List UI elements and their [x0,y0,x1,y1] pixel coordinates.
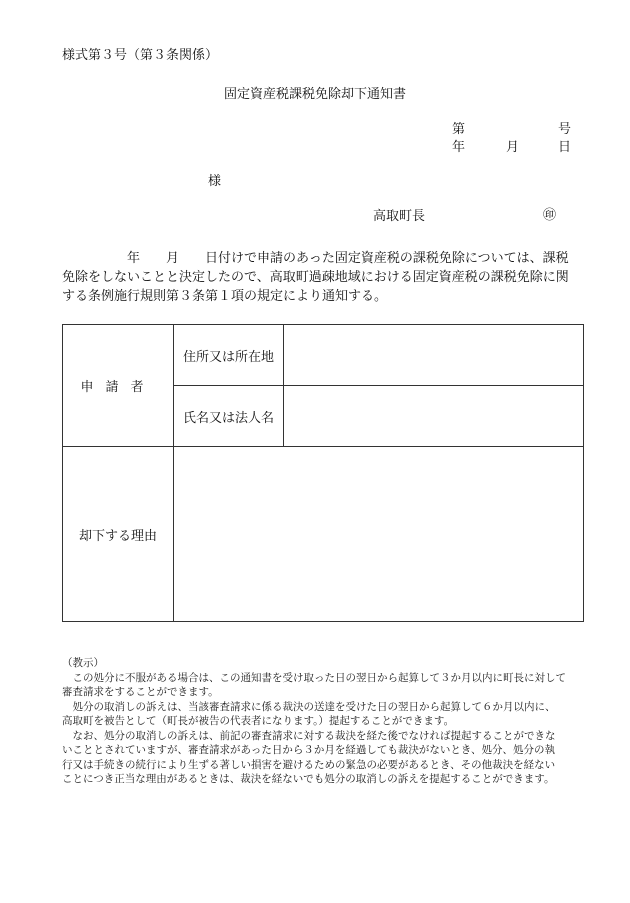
name-field[interactable] [284,386,584,447]
notice-body [62,249,572,306]
applicant-label-cell [63,325,174,447]
recipient-honorific: 様 [208,174,222,189]
applicant-label: 申請者 [80,380,156,395]
body-line: する条例施行規則第３条第１項の規定により通知する。 [62,289,388,304]
address-label: 住所又は所在地 [174,325,284,386]
form-code: 様式第３号（第３条関係） [62,48,219,63]
body-line: 免除をしないことと決定したので、高取町過疎地域における固定資産税の課税免除に関 [62,270,569,285]
instruction-notes [62,656,582,787]
notes-line: いこととされていますが、審査請求があった日から３か月を経過しても裁決がないとき、処分、処分の執 [62,744,555,756]
issuer-name: 高取町長 [373,209,426,224]
name-label: 氏名又は法人名 [174,386,284,447]
notes-line: 審査請求をすることができます。 [62,686,219,698]
date-year: 年 [452,140,466,155]
notes-line: ことにつき正当な理由があるときは、裁決を経ないでも処分の取消しの訴えを提起することができます。 [62,773,555,785]
document-title: 固定資産税課税免除却下通知書 [223,87,406,102]
notes-heading: （教示） [62,657,104,669]
notes-line: 処分の取消しの訴えは、当該審査請求に係る裁決の送達を受けた日の翌日から起算して６か月以内に、 [62,700,556,713]
seal-mark: ㊞ [543,208,557,223]
address-field[interactable] [284,325,584,386]
notes-line: この処分に不服がある場合は、この通知書を受け取った日の翌日から起算して３か月以内に町長に対して [62,671,566,684]
reason-field[interactable] [174,447,584,622]
notes-line: 高取町を被告として（町長が被告の代表者になります。）提起することができます。 [62,715,455,727]
number-prefix: 第 [452,122,466,137]
reason-label: 却下する理由 [63,447,174,622]
applicant-form-table [62,324,584,622]
notes-line: なお、処分の取消しの訴えは、前記の審査請求に対する裁決を経た後でなければ提起することができな [62,729,556,742]
body-line: 年 月 日付けで申請のあった固定資産税の課税免除については、課税 [62,251,569,266]
date-month: 月 [506,140,520,155]
notes-line: 行又は手続きの続行により生ずる著しい損害を避けるための緊急の必要があるとき、その他裁決を経ない [62,758,556,771]
date-day: 日 [558,140,572,155]
number-suffix: 号 [558,122,572,137]
